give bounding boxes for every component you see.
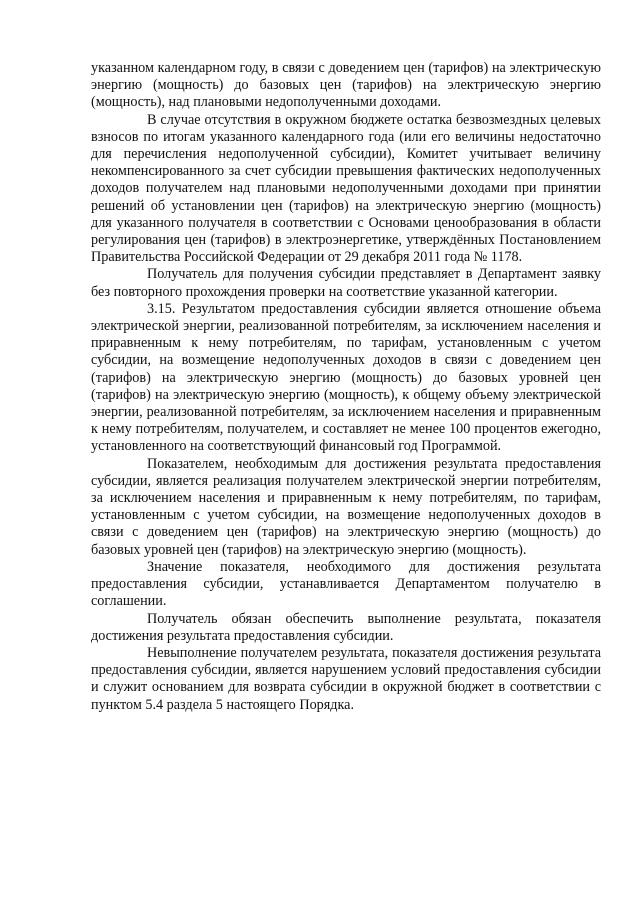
document-page: [91, 60, 601, 714]
paragraph-indicator-value: Значение показателя, необходимого для достижения результата предоставления субсидии, устанавливается Департаментом получателю в соглашении.: [91, 558, 601, 610]
paragraph-non-fulfillment: Невыполнение получателем результата, показателя достижения результата предоставления субсидии, является нарушением условий предоставления субсидии и служит основанием для возврата субсидии в окружной бюджет в соответствии с пунктом 5.4 раздела 5 настоящего Порядка.: [91, 644, 601, 713]
paragraph-indicator: Показателем, необходимым для достижения результата предоставления субсидии, является реализация получателем электрической энергии потребителям, за исключением населения и приравненным к нему потребителям, по тарифам, установленным с учетом субсидии, на возмещение недополученных доходов в связи с доведением цен (тарифов) на электрическую энергию (мощность) до базовых уровней цен (тарифов) на электрическую энергию (мощность).: [91, 455, 601, 558]
paragraph-continuation: указанном календарном году, в связи с доведением цен (тарифов) на электрическую энергию (мощность) до базовых цен (тарифов) на электрическую энергию (мощность), над плановыми недополученными доходами.: [91, 60, 601, 111]
paragraph-budget-shortfall: В случае отсутствия в окружном бюджете остатка безвозмездных целевых взносов по итогам указанного календарного года (или его величины недостаточно для перечисления недополученной субсидии), Комитет учитывает величину некомпенсированного за счет субсидии превышения фактических недополученных доходов получателем над плановыми недополученными доходами при принятии решений об установлении цен (тарифов) на электрическую энергию (мощность) для указанного получателя в соответствии с Основами ценообразования в области регулирования цен (тарифов) в электроэнергетике, утверждённых Постановлением Правительства Российской Федерации от 29 декабря 2011 года № 1178.: [91, 111, 601, 266]
paragraph-application: Получатель для получения субсидии представляет в Департамент заявку без повторного прохождения проверки на соответствие указанной категории.: [91, 266, 601, 300]
paragraph-3-15-result: 3.15. Результатом предоставления субсидии является отношение объема электрической энергии, реализованной потребителям, за исключением населения и приравненным к нему потребителям, по тарифам, установленным с учетом субсидии, на возмещение недополученных доходов в связи с доведением цен (тарифов) на электрическую энергию (мощность) до базовых уровней цен (тарифов) на электрическую энергию (мощность), к общему объему электрической энергии, реализованной потребителям, за исключением населения и приравненным к нему потребителям, получателем, и составляет не менее 100 процентов ежегодно, установленного на соответствующий финансовый год Программой.: [91, 300, 601, 455]
paragraph-obligation: Получатель обязан обеспечить выполнение результата, показателя достижения результата предоставления субсидии.: [91, 610, 601, 644]
